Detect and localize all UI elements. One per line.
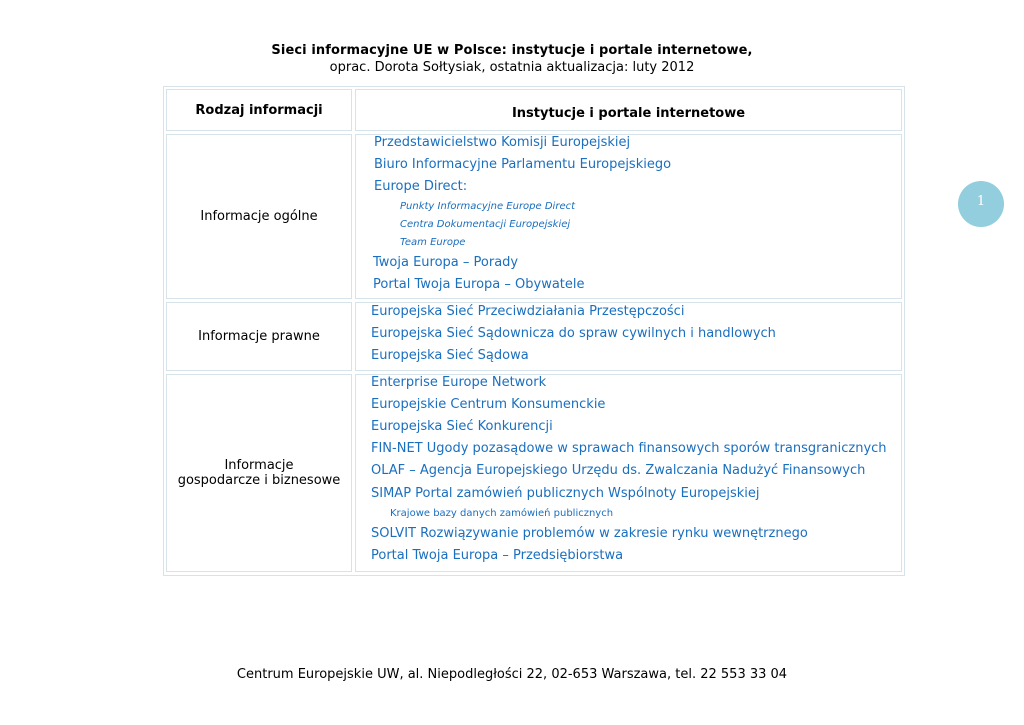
link-your-europe-advice[interactable]: Twoja Europa – Porady [373, 255, 519, 270]
row-category-legal: Informacje prawne [166, 302, 352, 371]
link-crime-prevention-network[interactable]: Europejska Sieć Przeciwdziałania Przestępczości [371, 304, 685, 319]
link-consumer-centre[interactable]: Europejskie Centrum Konsumenckie [371, 397, 606, 412]
link-your-europe-business[interactable]: Portal Twoja Europa – Przedsiębiorstwa [371, 548, 624, 563]
link-competition-network[interactable]: Europejska Sieć Konkurencji [371, 419, 553, 434]
link-olaf[interactable]: OLAF – Agencja Europejskiego Urzędu ds. Zwalczania Nadużyć Finansowych [371, 463, 866, 478]
column-header-type: Rodzaj informacji [166, 89, 352, 131]
link-team-europe[interactable]: Team Europe [400, 237, 466, 248]
link-your-europe-citizens[interactable]: Portal Twoja Europa – Obywatele [373, 277, 585, 292]
link-parliament-office[interactable]: Biuro Informacyjne Parlamentu Europejskiego [374, 157, 672, 172]
link-europe-direct-points[interactable]: Punkty Informacyjne Europe Direct [400, 201, 576, 212]
link-national-procurement-db[interactable]: Krajowe bazy danych zamówień publicznych [390, 508, 614, 519]
link-solvit[interactable]: SOLVIT Rozwiązywanie problemów w zakresie rynku wewnętrznego [371, 526, 808, 541]
link-judicial-network[interactable]: Europejska Sieć Sądowa [371, 348, 529, 363]
document-title: Sieci informacyjne UE w Polsce: instytucje i portale internetowe, [271, 43, 753, 58]
footer-address: Centrum Europejskie UW, al. Niepodległości 22, 02-653 Warszawa, tel. 22 553 33 04 [236, 667, 788, 682]
link-documentation-centres[interactable]: Centra Dokumentacji Europejskiej [400, 219, 571, 230]
link-europe-direct[interactable]: Europe Direct: [374, 179, 468, 194]
link-judicial-network-civil[interactable]: Europejska Sieć Sądownicza do spraw cywilnych i handlowych [371, 326, 776, 341]
category-business-line1: Informacje [224, 458, 294, 473]
row-category-business [166, 374, 352, 572]
column-header-institutions: Instytucje i portale internetowe [355, 89, 902, 131]
row-category-general: Informacje ogólne [166, 134, 352, 299]
page-number-badge: 1 [958, 181, 1004, 227]
link-commission-representation[interactable]: Przedstawicielstwo Komisji Europejskiej [374, 135, 631, 150]
link-enterprise-europe-network[interactable]: Enterprise Europe Network [371, 375, 547, 390]
document-subtitle: oprac. Dorota Sołtysiak, ostatnia aktualizacja: luty 2012 [329, 60, 695, 75]
category-business-line2: gospodarcze i biznesowe [177, 473, 341, 488]
link-fin-net[interactable]: FIN-NET Ugody pozasądowe w sprawach finansowych sporów transgranicznych [371, 441, 887, 456]
link-simap[interactable]: SIMAP Portal zamówień publicznych Wspólnoty Europejskiej [371, 486, 760, 501]
